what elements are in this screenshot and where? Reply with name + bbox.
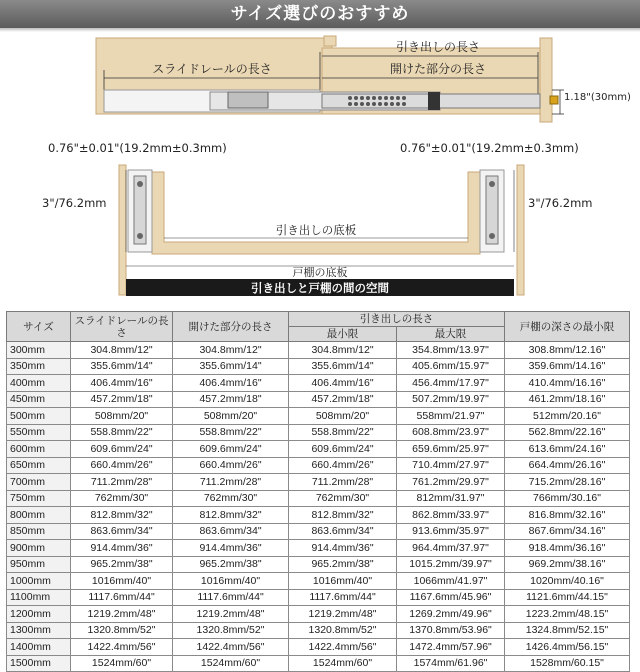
size-cell: 750mm <box>7 490 71 507</box>
slide-length-cell: 812.8mm/32" <box>71 507 173 524</box>
opened-length-label: 開けた部分の長さ <box>389 62 487 76</box>
size-cell: 850mm <box>7 523 71 540</box>
table-row <box>7 457 630 474</box>
slide-length-cell: 558.8mm/22" <box>71 424 173 441</box>
cabinet-depth-cell: 1121.6mm/44.15" <box>505 589 630 606</box>
size-cell: 350mm <box>7 358 71 375</box>
slide-length-cell: 965.2mm/38" <box>71 556 173 573</box>
rail-end-stop <box>428 92 440 110</box>
size-cell: 1400mm <box>7 639 71 656</box>
min-length-cell: 1524mm/60" <box>289 655 397 672</box>
slide-length-cell: 914.4mm/36" <box>71 540 173 557</box>
cabinet-left-wall <box>119 165 126 295</box>
right-height-label: 3"/76.2mm <box>528 196 593 210</box>
opened-length-cell: 609.6mm/24" <box>173 441 289 458</box>
size-column-header: サイズ <box>7 312 71 342</box>
min-length-cell: 457.2mm/18" <box>289 391 397 408</box>
table-row <box>7 655 630 672</box>
max-length-cell: 913.6mm/35.97" <box>397 523 505 540</box>
drawer-bottom-label: 引き出しの底板 <box>275 223 357 237</box>
cabinet-depth-column-header: 戸棚の深さの最小限 <box>505 312 630 342</box>
size-cell: 1200mm <box>7 606 71 623</box>
opened-length-cell: 1524mm/60" <box>173 655 289 672</box>
rail-lever <box>550 96 558 104</box>
table-row <box>7 573 630 590</box>
min-length-cell: 812.8mm/32" <box>289 507 397 524</box>
table-row <box>7 408 630 425</box>
max-length-cell: 812mm/31.97" <box>397 490 505 507</box>
page-title-banner <box>0 0 640 28</box>
min-length-cell: 355.6mm/14" <box>289 358 397 375</box>
min-length-cell: 508mm/20" <box>289 408 397 425</box>
cabinet-depth-cell: 664.4mm/26.16" <box>505 457 630 474</box>
cabinet-right-wall <box>517 165 524 295</box>
cabinet-depth-cell: 816.8mm/32.16" <box>505 507 630 524</box>
table-row <box>7 622 630 639</box>
table-row <box>7 441 630 458</box>
extension-length-label: 引き出しの長さ <box>395 40 481 54</box>
opened-length-cell: 406.4mm/16" <box>173 375 289 392</box>
size-cell: 500mm <box>7 408 71 425</box>
opened-length-cell: 558.8mm/22" <box>173 424 289 441</box>
drawer-back-panel <box>324 36 336 46</box>
slide-length-cell: 1422.4mm/56" <box>71 639 173 656</box>
min-length-cell: 711.2mm/28" <box>289 474 397 491</box>
drawer-box <box>152 172 480 254</box>
size-cell: 1100mm <box>7 589 71 606</box>
table-row <box>7 606 630 623</box>
cabinet-depth-cell: 1020mm/40.16" <box>505 573 630 590</box>
max-length-cell: 456.4mm/17.97" <box>397 375 505 392</box>
size-cell: 1000mm <box>7 573 71 590</box>
min-length-cell: 1016mm/40" <box>289 573 397 590</box>
cabinet-bottom-label: 戸棚の底板 <box>292 266 348 279</box>
min-length-cell: 1320.8mm/52" <box>289 622 397 639</box>
opened-length-cell: 1117.6mm/44" <box>173 589 289 606</box>
min-length-cell: 406.4mm/16" <box>289 375 397 392</box>
min-length-cell: 965.2mm/38" <box>289 556 397 573</box>
max-column-header: 最大限 <box>397 327 505 342</box>
max-length-cell: 761.2mm/29.97" <box>397 474 505 491</box>
cabinet-depth-cell: 1528mm/60.15" <box>505 655 630 672</box>
opened-length-cell: 1422.4mm/56" <box>173 639 289 656</box>
rail-mechanism <box>228 92 268 108</box>
min-length-cell: 762mm/30" <box>289 490 397 507</box>
cabinet-depth-cell: 410.4mm/16.16" <box>505 375 630 392</box>
max-length-cell: 507.2mm/19.97" <box>397 391 505 408</box>
max-length-cell: 1370.8mm/53.96" <box>397 622 505 639</box>
table-row <box>7 375 630 392</box>
table-row <box>7 490 630 507</box>
opened-length-cell: 1016mm/40" <box>173 573 289 590</box>
opened-length-cell: 508mm/20" <box>173 408 289 425</box>
cabinet-depth-cell: 867.6mm/34.16" <box>505 523 630 540</box>
table-header-row <box>7 312 630 327</box>
max-length-cell: 964.4mm/37.97" <box>397 540 505 557</box>
slide-length-cell: 762mm/30" <box>71 490 173 507</box>
table-row <box>7 391 630 408</box>
left-rail-bearing <box>137 181 143 187</box>
slide-length-cell: 406.4mm/16" <box>71 375 173 392</box>
cabinet-depth-cell: 359.6mm/14.16" <box>505 358 630 375</box>
max-length-cell: 405.6mm/15.97" <box>397 358 505 375</box>
min-length-cell: 1117.6mm/44" <box>289 589 397 606</box>
max-length-cell: 608.8mm/23.97" <box>397 424 505 441</box>
right-clearance-label: 0.76"±0.01"(19.2mm±0.3mm) <box>400 141 579 155</box>
opened-length-cell: 914.4mm/36" <box>173 540 289 557</box>
max-length-cell: 558mm/21.97" <box>397 408 505 425</box>
slide-length-cell: 660.4mm/26" <box>71 457 173 474</box>
slide-length-cell: 1320.8mm/52" <box>71 622 173 639</box>
max-length-cell: 1167.6mm/45.96" <box>397 589 505 606</box>
cabinet-depth-cell: 1223.2mm/48.15" <box>505 606 630 623</box>
min-length-cell: 863.6mm/34" <box>289 523 397 540</box>
opened-length-cell: 304.8mm/12" <box>173 342 289 359</box>
size-cell: 600mm <box>7 441 71 458</box>
left-height-label: 3"/76.2mm <box>42 196 107 210</box>
left-clearance-label: 0.76"±0.01"(19.2mm±0.3mm) <box>48 141 227 155</box>
max-length-cell: 862.8mm/33.97" <box>397 507 505 524</box>
cabinet-depth-cell: 715.2mm/28.16" <box>505 474 630 491</box>
opened-length-cell: 762mm/30" <box>173 490 289 507</box>
cabinet-depth-cell: 918.4mm/36.16" <box>505 540 630 557</box>
left-rail-bearing <box>137 233 143 239</box>
right-rail-bearing <box>489 233 495 239</box>
cabinet-depth-cell: 613.6mm/24.16" <box>505 441 630 458</box>
slide-length-cell: 609.6mm/24" <box>71 441 173 458</box>
gap-label: 1.18"(30mm) <box>564 92 631 103</box>
max-length-cell: 1066mm/41.97" <box>397 573 505 590</box>
size-cell: 900mm <box>7 540 71 557</box>
opened-length-column-header: 開けた部分の長さ <box>173 312 289 342</box>
size-cell: 950mm <box>7 556 71 573</box>
opened-length-cell: 965.2mm/38" <box>173 556 289 573</box>
cabinet-depth-cell: 969.2mm/38.16" <box>505 556 630 573</box>
slide-length-cell: 711.2mm/28" <box>71 474 173 491</box>
min-length-cell: 914.4mm/36" <box>289 540 397 557</box>
drawer-length-column-header: 引き出しの長さ <box>289 312 505 327</box>
slide-length-cell: 355.6mm/14" <box>71 358 173 375</box>
max-length-cell: 710.4mm/27.97" <box>397 457 505 474</box>
cabinet-depth-cell: 461.2mm/18.16" <box>505 391 630 408</box>
min-length-cell: 1219.2mm/48" <box>289 606 397 623</box>
min-column-header: 最小限 <box>289 327 397 342</box>
size-cell: 1300mm <box>7 622 71 639</box>
cabinet-depth-cell: 562.8mm/22.16" <box>505 424 630 441</box>
max-length-cell: 1015.2mm/39.97" <box>397 556 505 573</box>
slide-length-column-header: スライドレールの長さ <box>71 312 173 342</box>
max-length-cell: 1472.4mm/57.96" <box>397 639 505 656</box>
cabinet-depth-cell: 1324.8mm/52.15" <box>505 622 630 639</box>
table-row <box>7 523 630 540</box>
space-label: 引き出しと戸棚の間の空間 <box>251 281 389 295</box>
slide-length-label: スライドレールの長さ <box>152 62 272 76</box>
cross-section-diagram <box>0 132 640 310</box>
side-view-diagram <box>0 32 640 132</box>
max-length-cell: 1574mm/61.96" <box>397 655 505 672</box>
slide-length-cell: 1117.6mm/44" <box>71 589 173 606</box>
opened-length-cell: 863.6mm/34" <box>173 523 289 540</box>
opened-length-cell: 355.6mm/14" <box>173 358 289 375</box>
min-length-cell: 1422.4mm/56" <box>289 639 397 656</box>
table-row <box>7 474 630 491</box>
opened-length-cell: 1219.2mm/48" <box>173 606 289 623</box>
max-length-cell: 659.6mm/25.97" <box>397 441 505 458</box>
slide-length-cell: 508mm/20" <box>71 408 173 425</box>
slide-length-cell: 1016mm/40" <box>71 573 173 590</box>
size-cell: 1500mm <box>7 655 71 672</box>
table-body <box>7 342 630 672</box>
slide-length-cell: 304.8mm/12" <box>71 342 173 359</box>
size-cell: 800mm <box>7 507 71 524</box>
opened-length-cell: 660.4mm/26" <box>173 457 289 474</box>
size-cell: 400mm <box>7 375 71 392</box>
cabinet-depth-cell: 1426.4mm/56.15" <box>505 639 630 656</box>
slide-length-cell: 863.6mm/34" <box>71 523 173 540</box>
max-length-cell: 354.8mm/13.97" <box>397 342 505 359</box>
size-table <box>6 311 630 672</box>
min-length-cell: 660.4mm/26" <box>289 457 397 474</box>
opened-length-cell: 812.8mm/32" <box>173 507 289 524</box>
opened-length-cell: 711.2mm/28" <box>173 474 289 491</box>
page-title: サイズ選びのおすすめ <box>230 4 410 24</box>
size-cell: 550mm <box>7 424 71 441</box>
opened-length-cell: 1320.8mm/52" <box>173 622 289 639</box>
right-rail-bearing <box>489 181 495 187</box>
slide-length-cell: 1524mm/60" <box>71 655 173 672</box>
table-row <box>7 556 630 573</box>
min-length-cell: 558.8mm/22" <box>289 424 397 441</box>
slide-length-cell: 457.2mm/18" <box>71 391 173 408</box>
cabinet-depth-cell: 512mm/20.16" <box>505 408 630 425</box>
table-row <box>7 639 630 656</box>
slide-length-cell: 1219.2mm/48" <box>71 606 173 623</box>
size-cell: 450mm <box>7 391 71 408</box>
max-length-cell: 1269.2mm/49.96" <box>397 606 505 623</box>
drawer-front-panel <box>540 38 552 122</box>
cabinet-depth-cell: 308.8mm/12.16" <box>505 342 630 359</box>
cabinet-depth-cell: 766mm/30.16" <box>505 490 630 507</box>
table-row <box>7 424 630 441</box>
table-row <box>7 507 630 524</box>
table-row <box>7 358 630 375</box>
size-cell: 700mm <box>7 474 71 491</box>
opened-length-cell: 457.2mm/18" <box>173 391 289 408</box>
size-cell: 300mm <box>7 342 71 359</box>
table-row <box>7 540 630 557</box>
table-row <box>7 589 630 606</box>
size-cell: 650mm <box>7 457 71 474</box>
min-length-cell: 304.8mm/12" <box>289 342 397 359</box>
min-length-cell: 609.6mm/24" <box>289 441 397 458</box>
table-row <box>7 342 630 359</box>
